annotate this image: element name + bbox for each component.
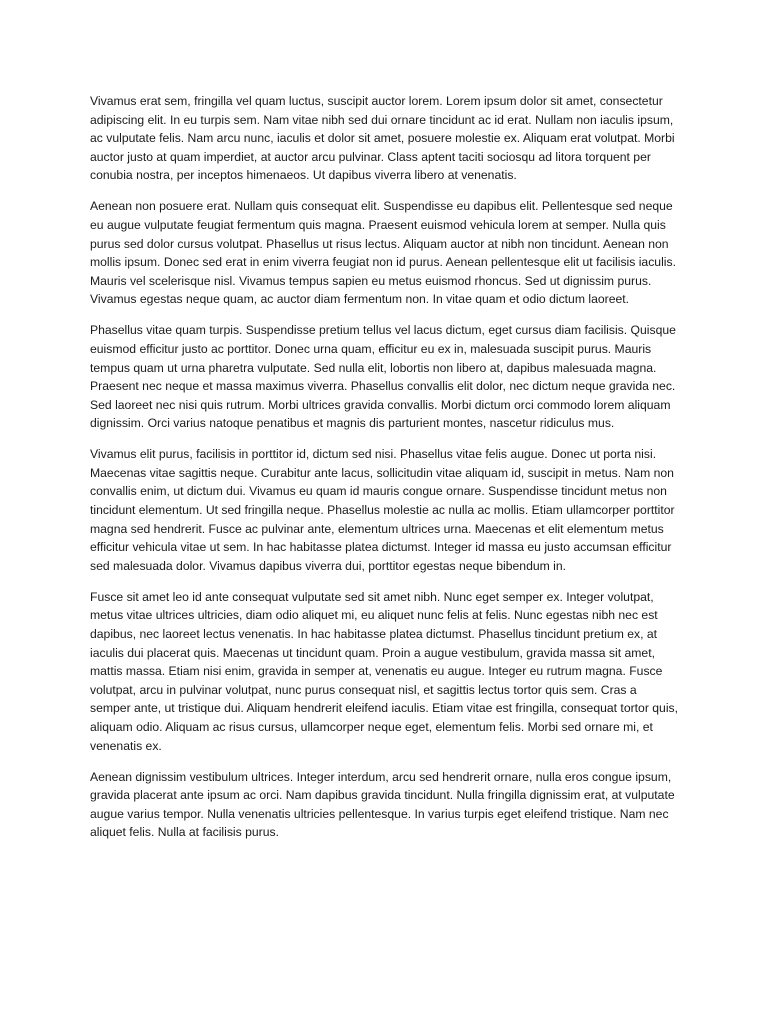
paragraph-5: Fusce sit amet leo id ante consequat vulputate sed sit amet nibh. Nunc eget semper ex. Integer volutpat, metus vitae ultrices ultricies, diam odio aliquet mi, eu aliquet nunc felis at felis. Nunc egestas nibh nec est dapibus, nec laoreet lectus venenatis. In hac habitasse platea dictumst. Phasellus tincidunt pretium ex, at iaculis dui placerat quis. Maecenas ut tincidunt quam. Proin a augue vestibulum, gravida massa sit amet, mattis massa. Etiam nisi enim, gravida in semper at, venenatis eu augue. Integer eu rutrum magna. Fusce volutpat, arcu in pulvinar volutpat, nunc purus consequat nisl, et sagittis lectus tortor quis sem. Cras a semper ante, ut tristique dui. Aliquam hendrerit eleifend iaculis. Etiam vitae est fringilla, consequat tortor quis, aliquam odio. Aliquam ac risus cursus, ullamcorper neque eget, elementum felis. Morbi sed ornare mi, et venenatis ex. (90, 589, 679, 753)
paragraph-1: Vivamus erat sem, fringilla vel quam luctus, suscipit auctor lorem. Lorem ipsum dolor sit amet, consectetur adipiscing elit. In eu turpis sem. Nam vitae nibh sed dui ornare tincidunt ac id erat. Nullam non iaculis ipsum, ac vulputate felis. Nam arcu nunc, iaculis et dolor sit amet, posuere molestie ex. Aliquam erat volutpat. Morbi auctor justo at quam imperdiet, at auctor arcu pulvinar. Class aptent taciti sociosqu ad litora torquent per conubia nostra, per inceptos himenaeos. Ut dapibus viverra libero at venenatis. (90, 94, 675, 183)
document-body (90, 92, 680, 854)
paragraph-6: Aenean dignissim vestibulum ultrices. Integer interdum, arcu sed hendrerit ornare, nulla eros congue ipsum, gravida placerat ante ipsum ac orci. Nam dapibus gravida tincidunt. Nulla fringilla dignissim erat, at vulputate augue varius tempor. Nulla venenatis ultricies pellentesque. In varius turpis eget eleifend tristique. Nam nec aliquet felis. Nulla at facilisis purus. (90, 769, 675, 840)
paragraph-3: Phasellus vitae quam turpis. Suspendisse pretium tellus vel lacus dictum, eget cursus diam facilisis. Quisque euismod efficitur justo ac porttitor. Donec urna quam, efficitur eu ex in, malesuada suscipit purus. Mauris tempus quam ut urna pharetra vulputate. Sed nulla elit, lobortis non libero at, dapibus malesuada magna. Praesent nec neque et massa maximus viverra. Phasellus convallis elit dolor, nec dictum neque gravida nec. Sed laoreet nec nisi quis rutrum. Morbi ultrices gravida convallis. Morbi dictum orci commodo lorem aliquam dignissim. Orci varius natoque penatibus et magnis dis parturient montes, nascetur ridiculus mus. (90, 323, 676, 431)
paragraph-4: Vivamus elit purus, facilisis in porttitor id, dictum sed nisi. Phasellus vitae felis augue. Donec ut porta nisi. Maecenas vitae sagittis neque. Curabitur ante lacus, sollicitudin vitae aliquam id, suscipit in metus. Nam non convallis enim, ut dictum dui. Vivamus eu quam id mauris congue ornare. Suspendisse tincidunt metus non tincidunt elementum. Ut sed fringilla neque. Phasellus molestie ac nulla ac mollis. Etiam ullamcorper porttitor magna sed hendrerit. Fusce ac pulvinar ante, elementum ultrices urna. Maecenas et elit elementum metus efficitur vehicula vitae ut sem. In hac habitasse platea dictumst. Integer id massa eu justo accumsan efficitur sed malesuada dolor. Vivamus dapibus viverra dui, porttitor egestas neque bibendum in. (90, 447, 675, 573)
paragraph-2: Aenean non posuere erat. Nullam quis consequat elit. Suspendisse eu dapibus elit. Pellentesque sed neque eu augue vulputate feugiat fermentum quis magna. Praesent euismod vehicula lorem at semper. Nulla quis purus sed dolor cursus volutpat. Phasellus ut risus lectus. Aliquam auctor at nibh non tincidunt. Aenean non mollis ipsum. Donec sed erat in enim viverra feugiat non id purus. Aenean pellentesque elit ut facilisis iaculis. Mauris vel scelerisque nisl. Vivamus tempus sapien eu metus euismod rhoncus. Sed ut dignissim purus. Vivamus egestas neque quam, ac auctor diam fermentum non. In vitae quam et odio dictum laoreet. (90, 199, 676, 307)
